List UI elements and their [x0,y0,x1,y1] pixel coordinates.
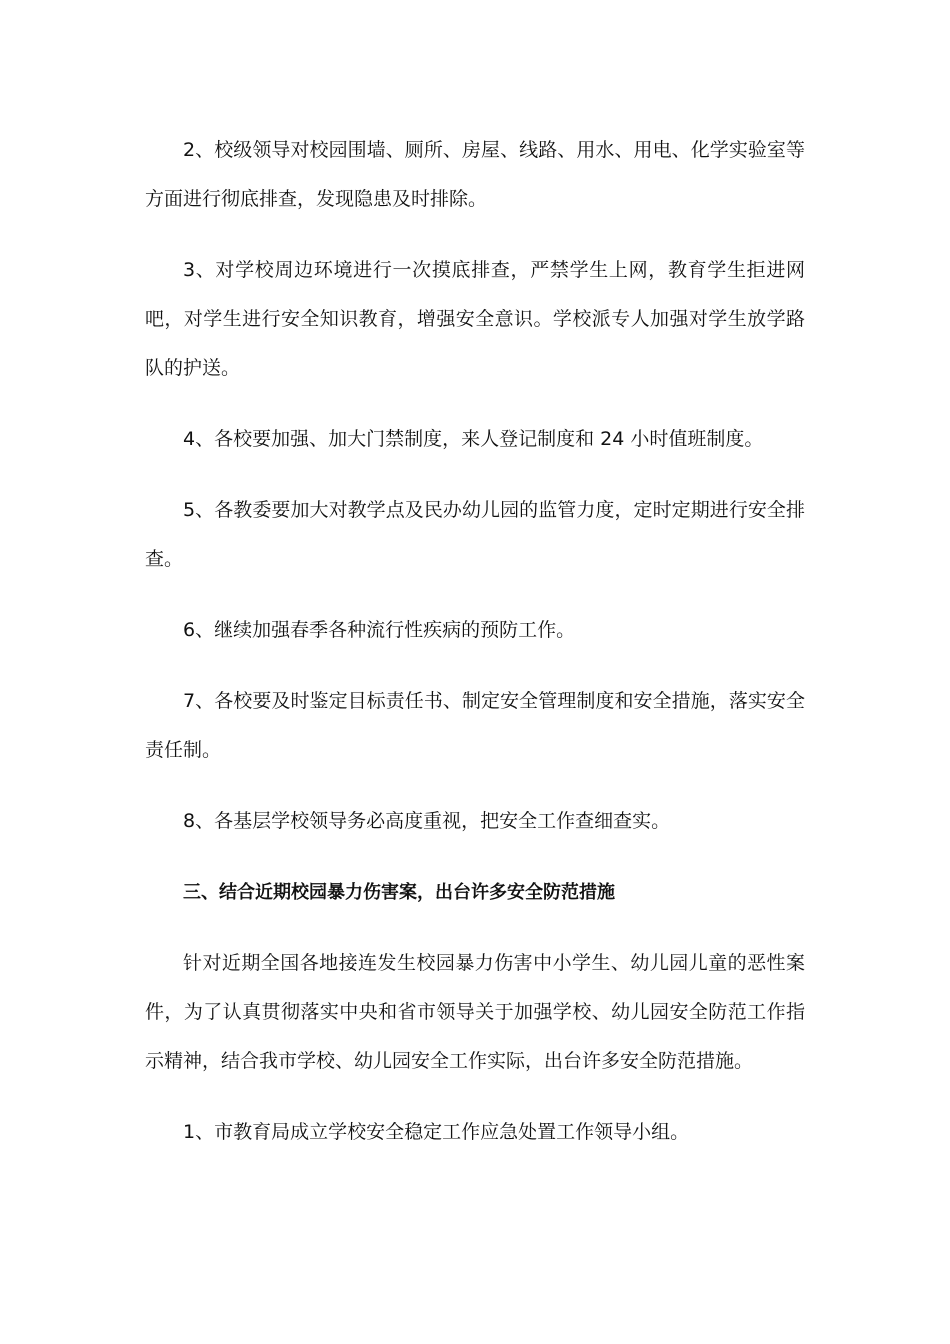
section-heading-3: 三、结合近期校园暴力伤害案，出台许多安全防范措施 [183,882,615,903]
document-page [145,126,805,1157]
paragraph-item-7: 7、各校要及时鉴定目标责任书、制定安全管理制度和安全措施，落实安全责任制。 [145,690,805,761]
paragraph-item-3: 3、对学校周边环境进行一次摸底排查，严禁学生上网，教育学生拒进网吧，对学生进行安全知识教育，增强安全意识。学校派专人加强对学生放学路队的护送。 [145,259,805,379]
paragraph-item-1: 1、市教育局成立学校安全稳定工作应急处置工作领导小组。 [183,1121,690,1143]
paragraph-item-8: 8、各基层学校领导务必高度重视，把安全工作查细查实。 [183,810,671,832]
paragraph-item-4: 4、各校要加强、加大门禁制度，来人登记制度和 24 小时值班制度。 [183,428,764,450]
section-intro-paragraph: 针对近期全国各地接连发生校园暴力伤害中小学生、幼儿园儿童的恶性案件，为了认真贯彻落实中央和省市领导关于加强学校、幼儿园安全防范工作指示精神，结合我市学校、幼儿园安全工作实际，出台许多安全防范措施。 [145,952,805,1072]
paragraph-item-2: 2、校级领导对校园围墙、厕所、房屋、线路、用水、用电、化学实验室等方面进行彻底排查，发现隐患及时排除。 [145,139,805,210]
paragraph-item-6: 6、继续加强春季各种流行性疾病的预防工作。 [183,619,576,641]
paragraph-item-5: 5、各教委要加大对教学点及民办幼儿园的监管力度，定时定期进行安全排查。 [145,499,805,570]
